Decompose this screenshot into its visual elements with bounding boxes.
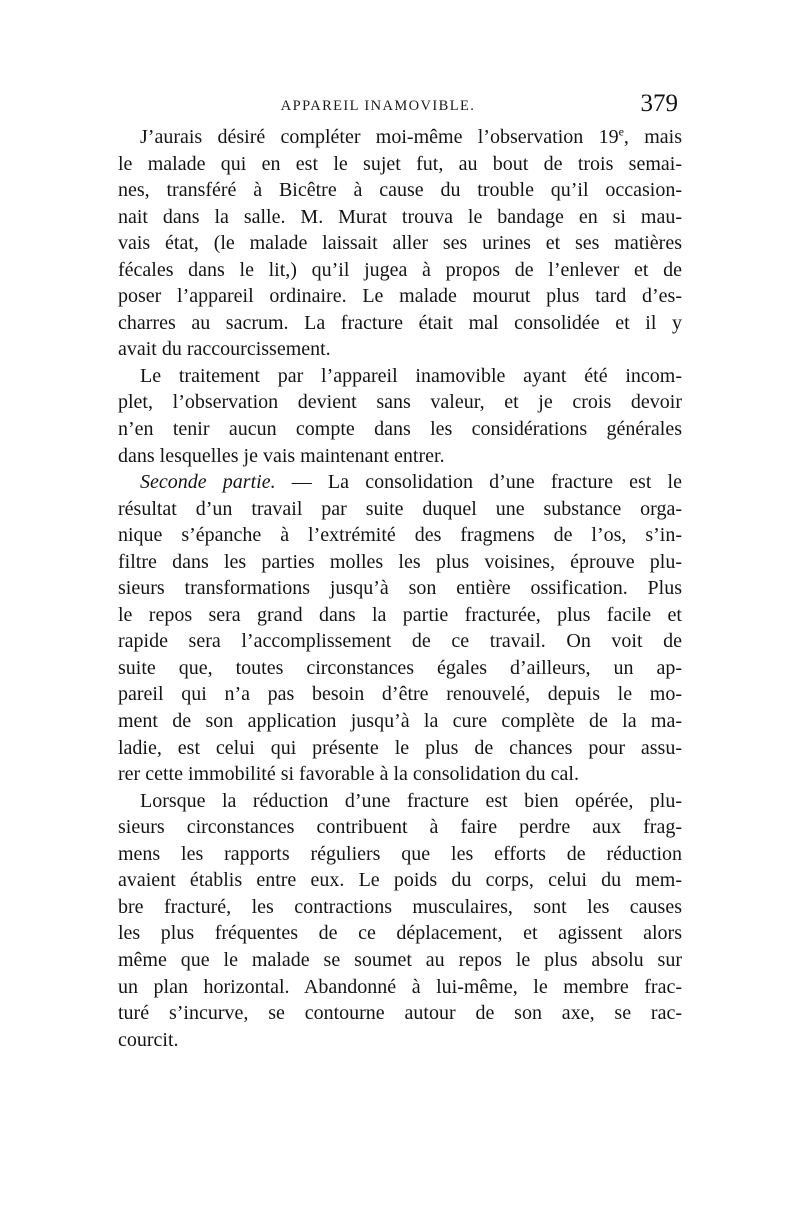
- text-line: le malade qui en est le sujet fut, au bout de trois semai-: [118, 152, 682, 175]
- text-line: même que le malade se soumet au repos le plus absolu sur: [118, 948, 682, 971]
- text-line: rapide sera l’accomplissement de ce travail. On voit de: [118, 630, 682, 653]
- text-line: Lorsque la réduction d’une fracture est bien opérée, plu-: [140, 789, 682, 812]
- text-line: poser l’appareil ordinaire. Le malade mourut plus tard d’es-: [118, 285, 682, 308]
- text-line: filtre dans les parties molles les plus voisines, éprouve plu-: [118, 550, 682, 573]
- text-line: rer cette immobilité si favorable à la consolidation du cal.: [118, 763, 579, 786]
- text-line: dans lesquelles je vais maintenant entrer.: [118, 444, 445, 467]
- text-line: pareil qui n’a pas besoin d’être renouvelé, depuis le mo-: [118, 683, 682, 706]
- text-line: mens les rapports réguliers que les efforts de réduction: [118, 842, 682, 865]
- text-line: Seconde partie. — La consolidation d’une fracture est le: [140, 471, 682, 494]
- text-line: nait dans la salle. M. Murat trouva le bandage en si mau-: [118, 205, 682, 228]
- text-line: fécales dans le lit,) qu’il jugea à propos de l’enlever et de: [118, 258, 682, 281]
- text-line: ment de son application jusqu’à la cure complète de la ma-: [118, 710, 682, 733]
- text-line: sieurs circonstances contribuent à faire perdre aux frag-: [118, 816, 682, 839]
- text-line: sieurs transformations jusqu’à son entière ossification. Plus: [118, 577, 682, 600]
- text-line: J’aurais désiré compléter moi-même l’observation 19e, mais: [140, 124, 682, 148]
- text-line: turé s’incurve, se contourne autour de son axe, se rac-: [118, 1002, 682, 1025]
- text-line: le repos sera grand dans la partie fracturée, plus facile et: [118, 603, 682, 626]
- text-line: vais état, (le malade laissait aller ses urines et ses matières: [118, 232, 682, 255]
- text-line: résultat d’un travail par suite duquel une substance orga-: [118, 497, 682, 520]
- text-line: nes, transféré à Bicêtre à cause du trouble qu’il occasion-: [118, 179, 682, 202]
- text-line: un plan horizontal. Abandonné à lui-même, le membre frac-: [118, 975, 682, 998]
- text-line: courcit.: [118, 1028, 179, 1051]
- paragraph-1: [118, 124, 682, 363]
- text-line: suite que, toutes circonstances égales d’ailleurs, un ap-: [118, 656, 682, 679]
- text-line: charres au sacrum. La fracture était mal consolidée et il y: [118, 311, 682, 334]
- text-line: les plus fréquentes de ce déplacement, et agissent alors: [118, 922, 682, 945]
- paragraph-2: [118, 363, 682, 469]
- text-line: Le traitement par l’appareil inamovible ayant été incom-: [140, 364, 682, 387]
- text-line: nique s’épanche à l’extrémité des fragmens de l’os, s’in-: [118, 524, 682, 547]
- running-title: APPAREIL INAMOVIBLE.: [280, 98, 476, 114]
- section-heading: Seconde partie.: [140, 471, 276, 494]
- text-line: avaient établis entre eux. Le poids du corps, celui du mem-: [118, 869, 682, 892]
- text-line: avait du raccourcissement.: [118, 338, 331, 361]
- page-number: 379: [640, 90, 678, 117]
- text-line: bre fracturé, les contractions musculaires, sont les causes: [118, 895, 682, 918]
- text-line: n’en tenir aucun compte dans les considérations générales: [118, 418, 682, 441]
- body-text: [118, 124, 682, 1053]
- text-line: plet, l’observation devient sans valeur, et je crois devoir: [118, 391, 682, 414]
- running-head: [118, 90, 678, 124]
- paragraph-4: [118, 788, 682, 1053]
- paragraph-3: [118, 469, 682, 788]
- text-line: ladie, est celui qui présente le plus de chances pour assu-: [118, 736, 682, 759]
